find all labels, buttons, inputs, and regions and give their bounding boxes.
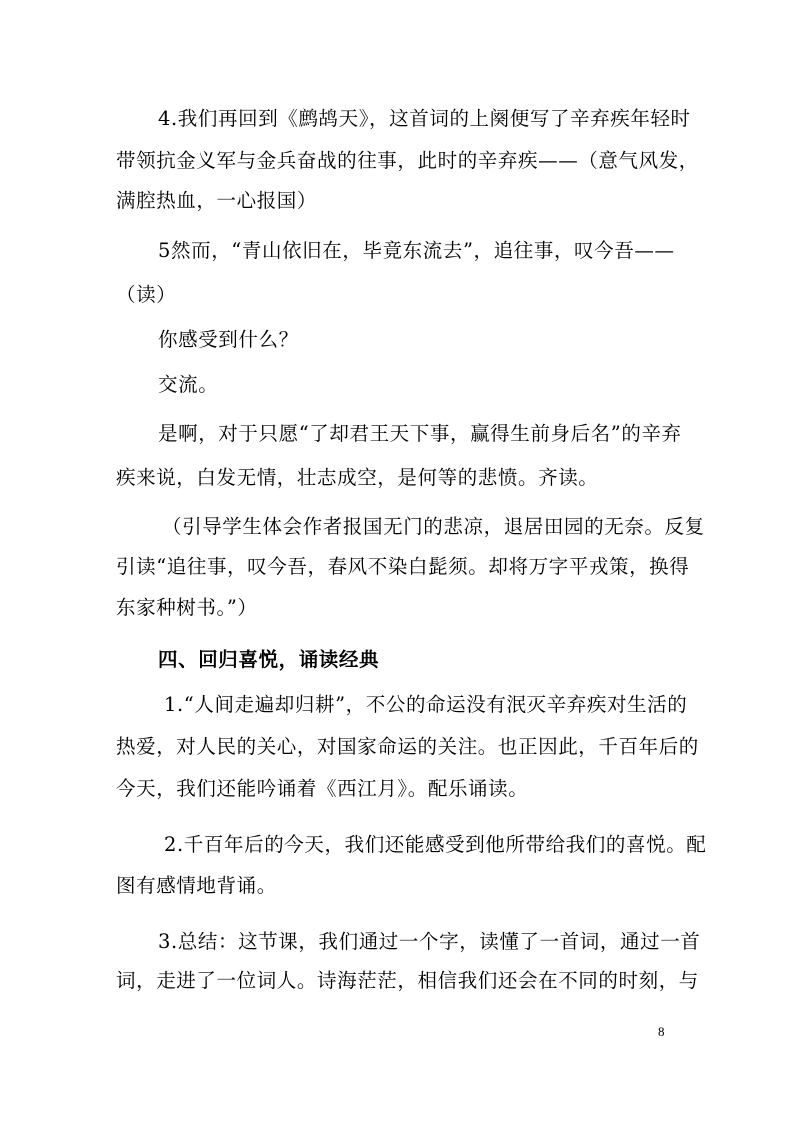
paragraph-guide-line-3: 东家种树书。”） [116,596,258,619]
paragraph-5-line-1: 5然而，“青山依旧在，毕竟东流去”，追往事，叹今吾—— [158,239,675,262]
question-line: 你感受到什么？ [158,328,299,351]
paragraph-sigh-line-2: 疾来说，白发无情，壮志成空，是何等的悲愤。齐读。 [116,466,599,489]
page-number: 8 [658,1024,665,1039]
section-heading: 四、回归喜悦，诵读经典 [158,648,380,671]
item-2-line-1: 2.千百年后的今天，我们还能感受到他所带给我们的喜悦。配 [164,833,707,856]
item-1-line-3: 今天，我们还能吟诵着《西江月》。配乐诵读。 [116,777,529,800]
paragraph-4-line-1: 4.我们再回到《鹧鸪天》，这首词的上阕便写了辛弃疾年轻时 [158,107,691,130]
paragraph-4-line-2: 带领抗金义军与金兵奋战的往事，此时的辛弃疾——（意气风发， [116,149,699,172]
item-1-line-2: 热爱，对人民的关心，对国家命运的关注。也正因此，千百年后的 [116,735,699,758]
item-2-line-2: 图有感情地背诵。 [116,874,277,897]
paragraph-sigh-line-1: 是啊，对于只愿“了却君王天下事，赢得生前身后名”的辛弃 [158,422,682,445]
paragraph-5-line-2: （读） [116,283,177,306]
item-3-line-1: 3.总结：这节课，我们通过一个字，读懂了一首词，通过一首 [158,930,701,953]
item-1-line-1: 1.“人间走遍却归耕”，不公的命运没有泯灭辛弃疾对生活的 [164,693,688,716]
item-3-line-2: 词，走进了一位词人。诗海茫茫，相信我们还会在不同的时刻，与 [116,969,699,992]
paragraph-guide-line-2: 引读“追往事，叹今吾，春风不染白髭须。却将万字平戎策，换得 [116,555,690,578]
exchange-line: 交流。 [158,373,219,396]
paragraph-guide-line-1: （引导学生体会作者报国无门的悲凉，退居田园的无奈。反复 [162,515,705,538]
paragraph-4-line-3: 满腔热血，一心报国） [116,189,318,212]
